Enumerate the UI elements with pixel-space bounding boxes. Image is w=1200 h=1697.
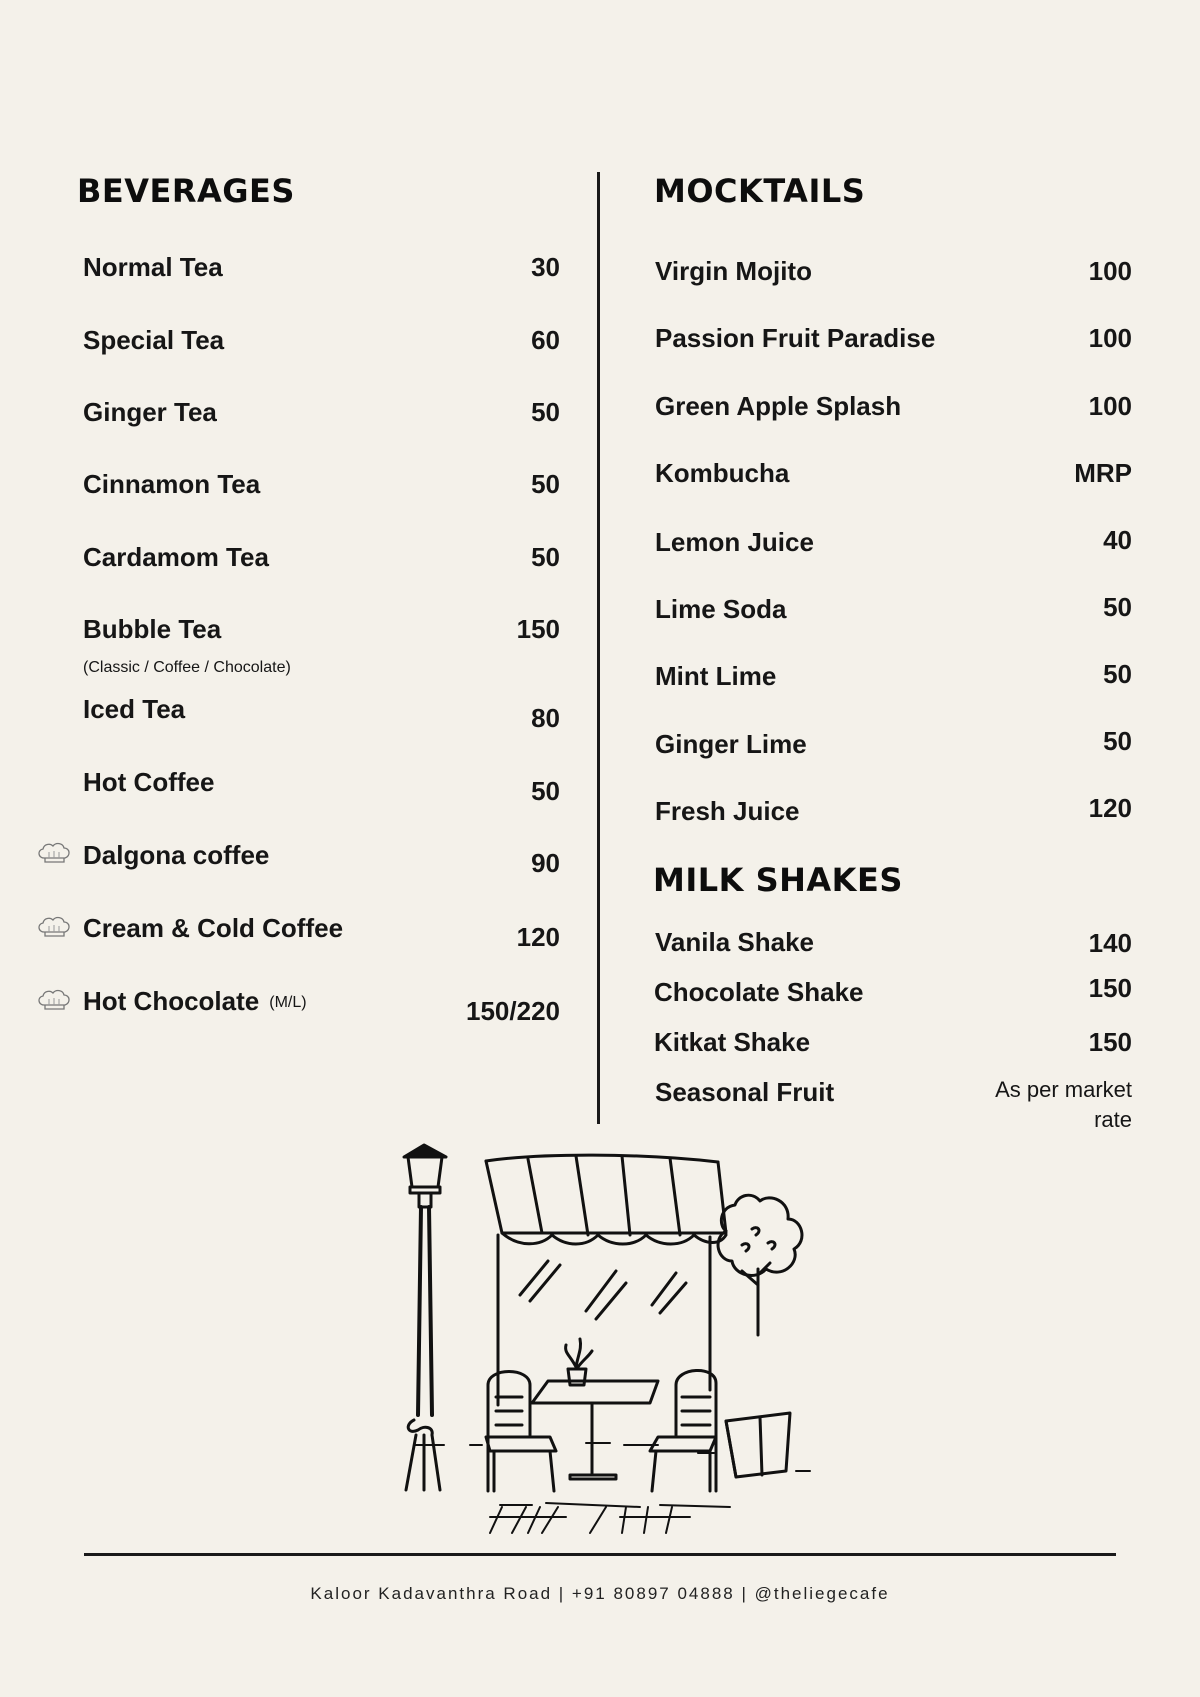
menu-item-name: Normal Tea [83, 252, 223, 282]
menu-item-name: Kitkat Shake [654, 1027, 811, 1057]
menu-item-price: 50 [1103, 726, 1132, 756]
menu-item-name: Passion Fruit Paradise [655, 323, 936, 353]
menu-item-name: Special Tea [83, 325, 225, 355]
menu-item-price: 90 [531, 848, 560, 878]
menu-item-price: 120 [516, 922, 560, 952]
menu-item-price: MRP [1074, 458, 1132, 488]
menu-item-price: 50 [531, 542, 560, 572]
menu-item-price: 60 [531, 325, 560, 355]
menu-item-price: 100 [1088, 323, 1132, 353]
menu-item-name: Seasonal Fruit [655, 1077, 835, 1107]
column-divider [597, 172, 600, 1124]
footer-contact: Kaloor Kadavanthra Road | +91 80897 04888 | @theliegecafe [310, 1584, 890, 1603]
menu-item-name: Fresh Juice [655, 796, 800, 826]
footer-divider [84, 1553, 1116, 1556]
menu-item-name: Lime Soda [655, 594, 787, 624]
menu-item-price: 30 [531, 252, 560, 282]
menu-item-price: 40 [1103, 525, 1132, 555]
menu-item-name: Vanila Shake [655, 927, 814, 957]
menu-item-name [83, 986, 307, 1017]
menu-item-note: (Classic / Coffee / Chocolate) [83, 659, 291, 676]
menu-item-price: 150 [1088, 1027, 1132, 1057]
price-note-line-2: rate [1094, 1107, 1132, 1132]
menu-item-price: 140 [1088, 928, 1132, 958]
beverages-heading: BEVERAGES [77, 172, 295, 210]
menu-item-price: 50 [1103, 592, 1132, 622]
menu-item-price: 50 [1103, 659, 1132, 689]
menu-item-price: 150 [1088, 973, 1132, 1003]
menu-item-name: Dalgona coffee [83, 840, 270, 870]
menu-item-price: 80 [531, 703, 560, 733]
menu-item-name: Cream & Cold Coffee [83, 913, 344, 943]
chef-hat-icon [36, 915, 72, 939]
menu-item-price: 150 [516, 614, 560, 644]
menu-item-price: 100 [1088, 256, 1132, 286]
menu-item-price: 150/220 [466, 996, 560, 1026]
milk-shakes-heading: MILK SHAKES [653, 861, 903, 899]
menu-item-name: Virgin Mojito [655, 256, 812, 286]
menu-item-price: 120 [1088, 793, 1132, 823]
price-note-line-1: As per market [995, 1077, 1132, 1102]
chef-hat-icon [36, 988, 72, 1012]
chef-hat-icon [36, 841, 72, 865]
menu-item-price-note [995, 1075, 1132, 1135]
menu-item-name: Lemon Juice [655, 527, 814, 557]
menu-item-name: Hot Coffee [83, 767, 215, 797]
menu-item-name: Green Apple Splash [655, 391, 902, 421]
menu-item-name: Chocolate Shake [654, 977, 864, 1007]
menu-item-price: 50 [531, 469, 560, 499]
mocktails-heading: MOCKTAILS [654, 172, 866, 210]
menu-item-name: Cardamom Tea [83, 542, 269, 572]
menu-item-price: 100 [1088, 391, 1132, 421]
menu-item-name: Mint Lime [655, 661, 777, 691]
menu-item-name: Bubble Tea [83, 614, 222, 644]
size-note: (M/L) [269, 994, 307, 1011]
menu-item-name: Ginger Tea [83, 397, 217, 427]
menu-item-name: Cinnamon Tea [83, 469, 261, 499]
menu-item-price: 50 [531, 397, 560, 427]
menu-item-name: Iced Tea [83, 694, 186, 724]
menu-item-price: 50 [531, 776, 560, 806]
menu-item-name: Kombucha [655, 458, 790, 488]
menu-item-name: Ginger Lime [655, 729, 807, 759]
menu-item-label: Hot Chocolate [83, 986, 260, 1016]
cafe-sketch-icon [390, 1135, 860, 1535]
